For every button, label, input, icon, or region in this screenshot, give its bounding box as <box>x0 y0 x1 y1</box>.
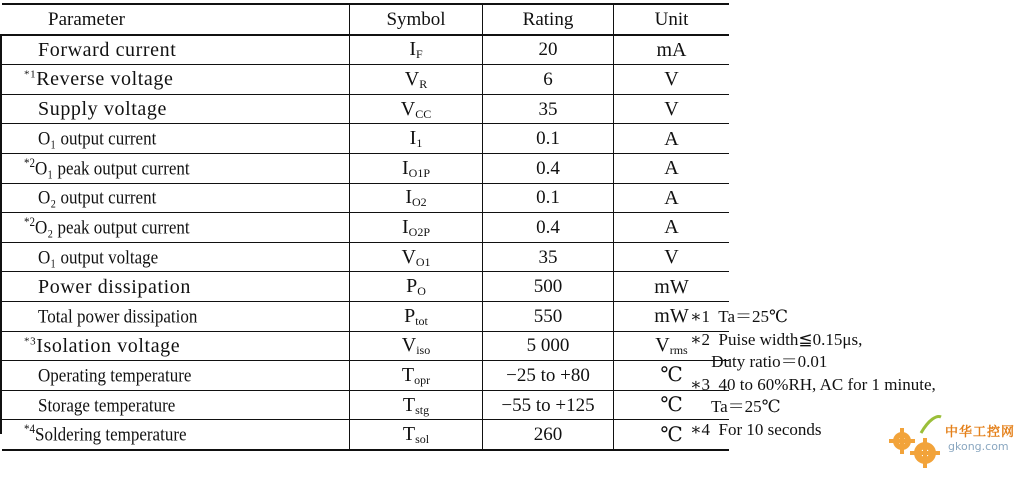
unit-sub: rms <box>669 343 688 358</box>
footnote-line: Ta＝25℃ <box>690 397 781 416</box>
unit-main: mW <box>654 275 689 298</box>
symbol-cell <box>350 65 483 95</box>
footnote-mark: *2 <box>24 216 35 230</box>
footnote-mark: *1 <box>24 68 37 81</box>
symbol-cell <box>350 183 483 213</box>
param-label <box>2 39 176 61</box>
footnote-mark: *2 <box>24 156 35 171</box>
rating-cell: 5 000 <box>483 331 614 361</box>
param-label <box>2 248 158 267</box>
param-cell <box>2 242 350 272</box>
symbol-main: T <box>402 423 416 446</box>
symbol-cell <box>350 361 483 391</box>
rating-cell: 0.1 <box>483 124 614 154</box>
param-cell <box>2 213 350 243</box>
footnote-line: ∗2 Puise width≦0.15μs, <box>690 329 863 349</box>
param-label <box>2 395 175 414</box>
table-row <box>2 213 729 243</box>
param-label <box>2 129 156 148</box>
param-cell <box>2 35 350 65</box>
unit-cell <box>614 124 730 154</box>
param-label <box>2 98 167 120</box>
unit-cell <box>614 183 730 213</box>
symbol-main: V <box>404 67 420 90</box>
rating-cell: 0.4 <box>483 213 614 243</box>
param-label <box>2 424 187 444</box>
unit-main: ℃ <box>660 423 683 446</box>
unit-main: V <box>655 334 670 357</box>
unit-cell <box>614 272 730 302</box>
symbol-main: P <box>406 275 418 298</box>
unit-cell <box>614 94 730 124</box>
unit-main: V <box>664 246 679 269</box>
unit-main: A <box>664 216 679 239</box>
header-symbol: Symbol <box>350 4 483 35</box>
footnote-mark: *4 <box>24 423 35 437</box>
symbol-sub: iso <box>416 343 431 358</box>
param-cell <box>2 94 350 124</box>
unit-cell <box>614 35 730 65</box>
rating-cell: −55 to +125 <box>483 390 614 420</box>
symbol-cell <box>350 35 483 65</box>
param-label <box>2 366 191 385</box>
unit-main: V <box>664 68 679 91</box>
symbol-main: V <box>401 245 416 268</box>
param-label <box>2 217 190 237</box>
unit-cell <box>614 242 730 272</box>
symbol-main: V <box>401 334 417 357</box>
unit-cell <box>614 65 730 95</box>
param-text: O₁ output current <box>38 128 157 150</box>
unit-main: ℃ <box>660 394 683 417</box>
unit-cell <box>614 213 730 243</box>
rating-cell: 550 <box>483 301 614 331</box>
table-row <box>2 272 729 302</box>
symbol-sub: 1 <box>416 136 423 151</box>
table-row <box>2 65 729 95</box>
rating-cell: 35 <box>483 242 614 272</box>
symbol-main: V <box>400 97 416 120</box>
param-cell <box>2 272 350 302</box>
symbol-sub: O1P <box>408 165 430 180</box>
footnote-mark: *3 <box>24 335 37 348</box>
symbol-sub: stg <box>415 402 430 417</box>
table-row <box>2 124 729 154</box>
unit-main: ℃ <box>660 364 683 387</box>
table-row <box>2 183 729 213</box>
symbol-cell <box>350 390 483 420</box>
symbol-sub: O2 <box>412 195 427 210</box>
table-row <box>2 331 729 361</box>
symbol-sub: F <box>415 47 423 62</box>
param-text: O₁ peak output current <box>35 157 190 179</box>
param-text: O₂ output current <box>38 187 157 209</box>
param-cell <box>2 183 350 213</box>
header-unit: Unit <box>654 8 689 30</box>
param-text: Reverse voltage <box>36 68 174 91</box>
symbol-sub: R <box>419 76 428 91</box>
symbol-cell <box>350 242 483 272</box>
unit-main: mA <box>656 38 687 61</box>
rating-cell: 20 <box>483 35 614 65</box>
table-row <box>2 301 729 331</box>
param-text: Forward current <box>38 38 177 61</box>
param-cell <box>2 65 350 95</box>
param-text: Storage temperature <box>38 394 176 416</box>
symbol-cell <box>350 124 483 154</box>
param-label <box>2 68 173 90</box>
symbol-cell <box>350 272 483 302</box>
symbol-sub: O <box>417 284 426 299</box>
symbol-cell <box>350 420 483 450</box>
table-row <box>2 361 729 391</box>
unit-main: mW <box>654 305 689 328</box>
param-cell <box>2 153 350 183</box>
param-cell <box>2 301 350 331</box>
symbol-main: I <box>409 38 416 61</box>
table-row <box>2 390 729 420</box>
rating-cell: 35 <box>483 94 614 124</box>
unit-cell <box>614 153 730 183</box>
table-row <box>2 35 729 65</box>
table-row <box>2 153 729 183</box>
symbol-sub: O1 <box>415 254 431 269</box>
rating-cell: 0.4 <box>483 153 614 183</box>
watermark-text: 中华工控网 <box>945 425 1016 440</box>
symbol-main: I <box>405 186 412 209</box>
param-cell <box>2 420 350 450</box>
unit-main: A <box>664 157 679 180</box>
param-text: Operating temperature <box>38 364 192 387</box>
absolute-max-ratings-table <box>2 3 729 451</box>
header-rating: Rating <box>483 4 614 35</box>
param-text: Power dissipation <box>38 275 191 298</box>
symbol-sub: O2P <box>408 224 430 239</box>
param-label <box>2 335 180 357</box>
rating-cell: 0.1 <box>483 183 614 213</box>
param-cell <box>2 361 350 391</box>
footnote-line: Duty ratio＝0.01 <box>690 352 828 371</box>
param-text: Total power dissipation <box>38 305 198 327</box>
footnote-line: ∗3 40 to 60%RH, AC for 1 minute, <box>690 374 936 394</box>
rating-cell: 500 <box>483 272 614 302</box>
param-label <box>2 158 190 178</box>
table-row <box>2 94 729 124</box>
unit-main: A <box>664 186 679 209</box>
symbol-cell <box>350 301 483 331</box>
table-row <box>2 242 729 272</box>
symbol-main: I <box>409 127 417 150</box>
table-row <box>2 420 729 450</box>
param-text: O₂ peak output current <box>35 216 190 239</box>
unit-main: A <box>664 127 679 150</box>
symbol-main: I <box>401 156 409 179</box>
param-cell <box>2 331 350 361</box>
param-label <box>2 276 191 298</box>
table-header-row <box>2 4 729 35</box>
symbol-main: T <box>401 363 415 386</box>
footnote-line: ∗4 For 10 seconds <box>690 419 822 439</box>
symbol-cell <box>350 94 483 124</box>
rating-cell: −25 to +80 <box>483 361 614 391</box>
param-text: Isolation voltage <box>36 334 181 357</box>
symbol-main: P <box>404 304 416 327</box>
param-text: Supply voltage <box>38 98 167 121</box>
symbol-cell <box>350 331 483 361</box>
param-label <box>2 307 197 326</box>
unit-main: V <box>664 98 679 121</box>
param-label <box>2 188 156 207</box>
param-cell <box>2 124 350 154</box>
rating-cell: 6 <box>483 65 614 95</box>
header-parameter: Parameter <box>2 4 350 35</box>
symbol-cell <box>350 213 483 243</box>
symbol-sub: tot <box>415 313 428 328</box>
symbol-sub: opr <box>414 372 431 387</box>
param-text: O₁ output voltage <box>38 246 159 268</box>
symbol-main: T <box>402 393 416 416</box>
symbol-main: I <box>401 215 409 238</box>
symbol-sub: sol <box>415 432 430 447</box>
symbol-sub: CC <box>415 106 432 121</box>
rating-cell: 260 <box>483 420 614 450</box>
watermark-url: gkong.com <box>948 440 1009 453</box>
symbol-cell <box>350 153 483 183</box>
param-text: Soldering temperature <box>35 424 187 446</box>
footnote-line: ∗1 Ta＝25℃ <box>690 307 789 326</box>
param-cell <box>2 390 350 420</box>
